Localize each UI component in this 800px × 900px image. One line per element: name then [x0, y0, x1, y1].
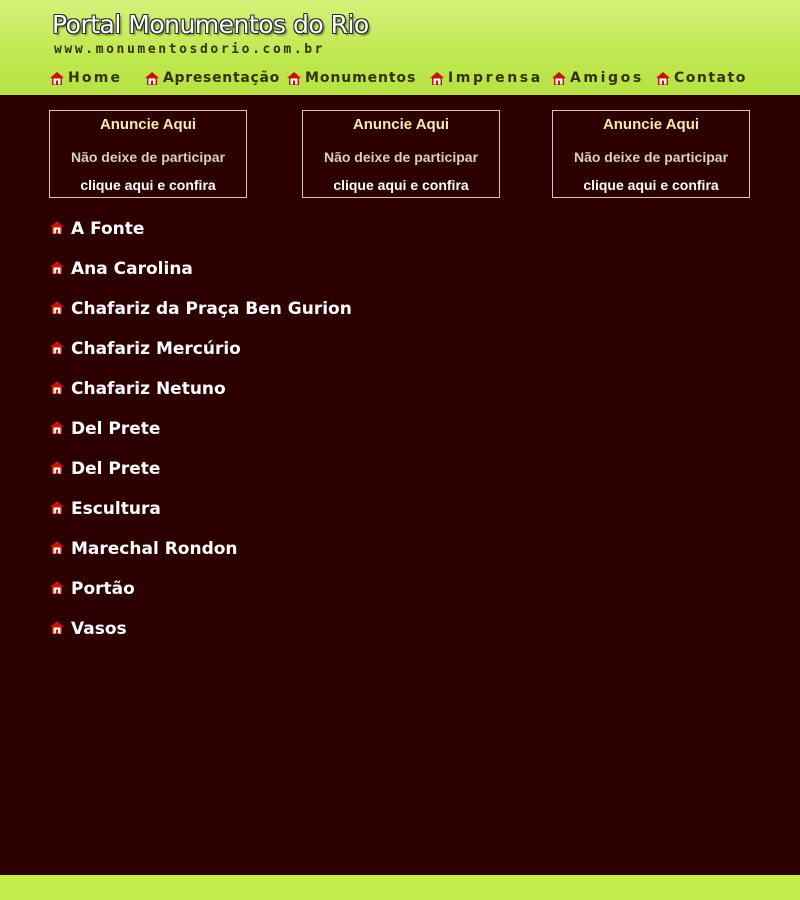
house-icon	[430, 72, 444, 85]
ad-title: Anuncie Aqui	[99, 116, 197, 133]
ad-link-text: clique aqui e confira	[583, 177, 719, 193]
monument-list	[50, 218, 352, 658]
ad-banner[interactable]	[49, 110, 247, 198]
ad-text: Não deixe de participar	[323, 149, 479, 165]
monument-link[interactable]	[50, 538, 352, 578]
monument-link[interactable]	[50, 578, 352, 618]
monument-label: Del Prete	[71, 459, 161, 479]
nav-label-monumentos: Monumentos	[305, 70, 417, 86]
monument-label: Marechal Rondon	[71, 539, 238, 559]
monument-label: A Fonte	[71, 219, 145, 239]
nav-label-amigos: Amigos	[570, 70, 644, 86]
nav-item-home[interactable]	[50, 68, 122, 88]
site-header	[0, 0, 800, 95]
monument-link[interactable]	[50, 218, 352, 258]
house-icon	[50, 541, 64, 554]
monument-label: Vasos	[71, 619, 127, 639]
nav-label-imprensa: Imprensa	[448, 70, 543, 86]
monument-link[interactable]	[50, 458, 352, 498]
house-icon	[552, 72, 566, 85]
ad-banner[interactable]	[302, 110, 500, 198]
monument-label: Escultura	[71, 499, 161, 519]
monument-link[interactable]	[50, 618, 352, 658]
house-icon	[50, 261, 64, 274]
monument-label: Chafariz Netuno	[71, 379, 226, 399]
monument-link[interactable]	[50, 298, 352, 338]
house-icon	[50, 72, 64, 85]
nav-item-imprensa[interactable]	[430, 68, 543, 88]
house-icon	[50, 341, 64, 354]
site-url[interactable]: www.monumentosdorio.com.br	[54, 42, 326, 57]
ad-link-text: clique aqui e confira	[80, 177, 216, 193]
ad-title: Anuncie Aqui	[352, 116, 450, 133]
monument-link[interactable]	[50, 258, 352, 298]
ad-banners	[0, 110, 800, 200]
site-footer	[0, 875, 800, 900]
ad-title: Anuncie Aqui	[602, 116, 700, 133]
house-icon	[50, 501, 64, 514]
ad-text: Não deixe de participar	[70, 149, 226, 165]
ad-banner[interactable]	[552, 110, 750, 198]
nav-item-contato[interactable]	[656, 68, 747, 88]
monument-link[interactable]	[50, 378, 352, 418]
house-icon	[50, 581, 64, 594]
monument-link[interactable]	[50, 338, 352, 378]
monument-label: Ana Carolina	[71, 259, 193, 279]
house-icon	[50, 421, 64, 434]
monument-label: Portão	[71, 579, 135, 599]
house-icon	[656, 72, 670, 85]
ad-link-text: clique aqui e confira	[333, 177, 469, 193]
nav-item-apresentacao[interactable]	[145, 68, 280, 88]
nav-item-monumentos[interactable]	[287, 68, 416, 88]
house-icon	[145, 72, 159, 85]
house-icon	[50, 621, 64, 634]
monument-label: Chafariz Mercúrio	[71, 339, 241, 359]
house-icon	[50, 381, 64, 394]
monument-link[interactable]	[50, 498, 352, 538]
site-title[interactable]: Portal Monumentos do Rio	[52, 10, 369, 39]
nav-label-home: Home	[68, 70, 123, 86]
house-icon	[50, 301, 64, 314]
nav-label-contato: Contato	[674, 70, 747, 86]
ad-text: Não deixe de participar	[573, 149, 729, 165]
main-nav	[0, 68, 800, 88]
house-icon	[287, 72, 301, 85]
house-icon	[50, 461, 64, 474]
nav-label-apresentacao: Apresentação	[163, 70, 280, 86]
monument-label: Del Prete	[71, 419, 161, 439]
nav-item-amigos[interactable]	[552, 68, 644, 88]
house-icon	[50, 221, 64, 234]
monument-link[interactable]	[50, 418, 352, 458]
monument-label: Chafariz da Praça Ben Gurion	[71, 299, 352, 319]
